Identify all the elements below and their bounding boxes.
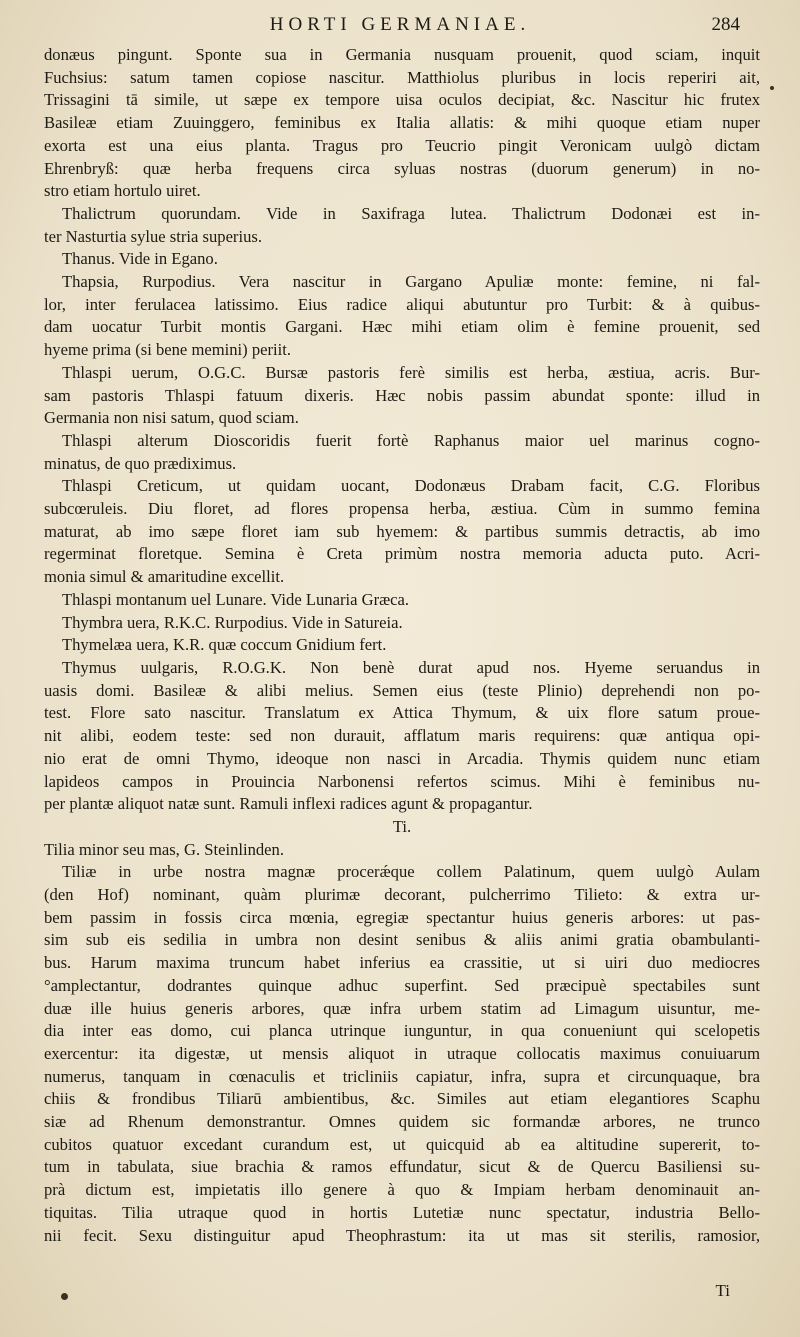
text-line: Thalictrum quorundam. Vide in Saxifraga lutea. Thalictrum Dodonæi est in- <box>62 203 760 223</box>
text-line: Thymus uulgaris, R.O.G.K. Non benè durat apud nos. Hyeme seruandus in <box>62 657 760 677</box>
text-line: nii fecit. Sexu distinguitur apud Theophrastum: ita ut mas sit sterilis, ramosior, <box>44 1225 760 1245</box>
text-line: Tilia minor seu mas, G. Steinlinden. <box>44 839 284 859</box>
text-line: Thlaspi montanum uel Lunare. Vide Lunaria Græca. <box>62 589 410 609</box>
text-line: monia simul & amaritudine excellit. <box>44 567 285 587</box>
text-line: nio erat de omni Thymo, ideoque non nasci in Arcadia. Thymis quidem nunc etiam <box>44 748 760 768</box>
text-line: tum in tabulata, siue brachia & ramos effundatur, sicut & de Quercu Basiliensi su- <box>44 1157 760 1177</box>
text-line: sam pastoris Thlaspi fatuum dixeris. Hæc nobis passim abundat sponte: illud in <box>44 385 760 405</box>
text-line: °amplectantur, dodrantes quinque adhuc superfint. Sed præcipuè spectabiles sunt <box>44 975 760 995</box>
running-head: HORTI GERMANIAE. <box>269 14 531 35</box>
text-line: ter Nasturtia sylue stria superius. <box>44 226 262 246</box>
text-line: exorta est una eius planta. Tragus pro Teucrio pingit Veronicam uulgò dictam <box>44 135 760 155</box>
page-header <box>0 10 800 40</box>
body-text <box>44 44 760 1247</box>
text-line: regerminat floretque. Semina è Creta primùm nostra memoria aducta puto. Acri- <box>44 544 760 564</box>
text-line: lapideos campos in Prouincia Narbonensi refertos scimus. Mihi è feminibus nu- <box>44 771 760 791</box>
text-line: Thlaspi uerum, O.G.C. Bursæ pastoris ferè similis est herba, æstiua, acris. Bur- <box>62 362 760 382</box>
text-line: exercentur: ita digestæ, ut mensis aliquot in utraque collocatis maximus conuiuarum <box>44 1043 760 1063</box>
text-line: minatus, de quo prædiximus. <box>44 453 237 473</box>
text-line: bus. Harum maxima truncum habet inferius ea crassitie, ut si uiri duo mediocres <box>44 953 760 973</box>
text-line: nit alibi, eodem teste: sed non durauit, afflatum maris requirens: quæ antiqua opi- <box>44 726 760 746</box>
text-line: stro etiam hortulo uiret. <box>44 181 201 201</box>
text-line: Basileæ etiam Zuuinggero, feminibus ex Italia allatis: & mihi quoque etiam nuper <box>44 113 760 133</box>
page-number: 284 <box>711 14 740 35</box>
text-line: uasis domi. Basileæ & alibi melius. Semen eius (teste Plinio) deprehendi non po- <box>44 680 760 700</box>
text-line: Germania non nisi satum, quod sciam. <box>44 408 299 428</box>
text-line: siæ ad Rhenum demonstrantur. Omnes quidem sic formandæ arbores, ne trunco <box>44 1112 760 1132</box>
text-line: chiis & frondibus Tiliarū ambientibus, &c. Similes aut etiam elegantiores Scaphu <box>44 1089 760 1109</box>
text-line: Thlaspi Creticum, ut quidam uocant, Dodonæus Drabam facit, C.G. Floribus <box>62 476 760 496</box>
text-line: maturat, ab imo sæpe floret iam sub hyemem: & partibus summis detractis, ab imo <box>44 521 760 541</box>
text-line: lor, inter ferulacea latissimo. Eius radice aliqui abutuntur pro Turbit: & à quibus- <box>44 294 760 314</box>
text-line: donæus pingunt. Sponte sua in Germania nusquam prouenit, quod sciam, inquit <box>44 45 760 64</box>
text-line: Trissagini tā simile, ut sæpe ex tempore uisa oculos decipiat, &c. Nascitur hic frutex <box>44 90 760 110</box>
text-line: (den Hof) nominant, quàm plurimæ decorant, pulcherrimo Tilieto: & extra ur- <box>44 885 760 905</box>
text-line: per plantæ aliquot natæ sunt. Ramuli inflexi radices agunt & propagantur. <box>44 794 533 814</box>
text-line: subcœruleis. Diu floret, ad flores propensa herba, æstiua. Cùm in summo femina <box>44 499 760 519</box>
text-line: numerus, tanquam in cœnaculis et tricliniis capiatur, infra, supra et circunquaque, bra <box>44 1066 760 1086</box>
text-line: dia inter eas domo, cui planca utrinque iunguntur, in qua conueniunt qui scelopetis <box>44 1021 760 1041</box>
text-line: Thlaspi alterum Dioscoridis fuerit fortè Raphanus maior uel marinus cogno- <box>62 430 760 450</box>
ink-spot <box>770 86 774 90</box>
text-line: prà dictum est, impietatis illo genere à quo & Impiam herbam denominauit an- <box>44 1180 760 1200</box>
text-line: hyeme prima (si bene memini) periit. <box>44 340 291 360</box>
text-line: Thapsia, Rurpodius. Vera nascitur in Gargano Apuliæ monte: femine, ni fal- <box>62 272 760 292</box>
text-line: duæ ille huius generis arbores, quæ infra urbem statim ad Limagum uisuntur, me- <box>44 998 760 1018</box>
text-line: Thymelæa uera, K.R. quæ coccum Gnidium fert. <box>62 635 387 655</box>
ink-spot <box>61 1293 68 1300</box>
text-line: Ti. <box>392 816 412 836</box>
catchword: Ti <box>715 1281 730 1300</box>
text-line: dam uocatur Turbit montis Gargani. Hæc mihi etiam olim è femine prouenit, sed <box>44 317 760 337</box>
text-line: Tiliæ in urbe nostra magnæ procerǽque collem Palatinum, quem uulgò Aulam <box>62 862 760 882</box>
text-line: cubitos quatuor excedant curandum est, ut quicquid ab ea altitudine supererit, to- <box>44 1134 760 1154</box>
text-line: Ehrenbryß: quæ herba frequens circa syluas nostras (duorum generum) in no- <box>44 158 760 178</box>
text-line: Thanus. Vide in Egano. <box>62 249 218 269</box>
text-line: test. Flore sato nascitur. Translatum ex Attica Thymum, & uix flore satum proue- <box>44 703 760 723</box>
text-line: tiquitas. Tilia utraque quod in hortis Lutetiæ nunc spectatur, industria Bello- <box>44 1202 760 1222</box>
text-line: Fuchsius: satum tamen copiose nascitur. Matthiolus pluribus in locis reperiri ait, <box>44 67 760 87</box>
text-line: bem passim in fossis circa mœnia, egregiæ spectantur huius generis arbores: ut pas- <box>44 907 760 927</box>
text-line: Thymbra uera, R.K.C. Rurpodius. Vide in Satureia. <box>62 612 403 632</box>
text-line: sim sub eis sedilia in umbra non desint senibus & aliis animi gratia obambulanti- <box>44 930 760 950</box>
